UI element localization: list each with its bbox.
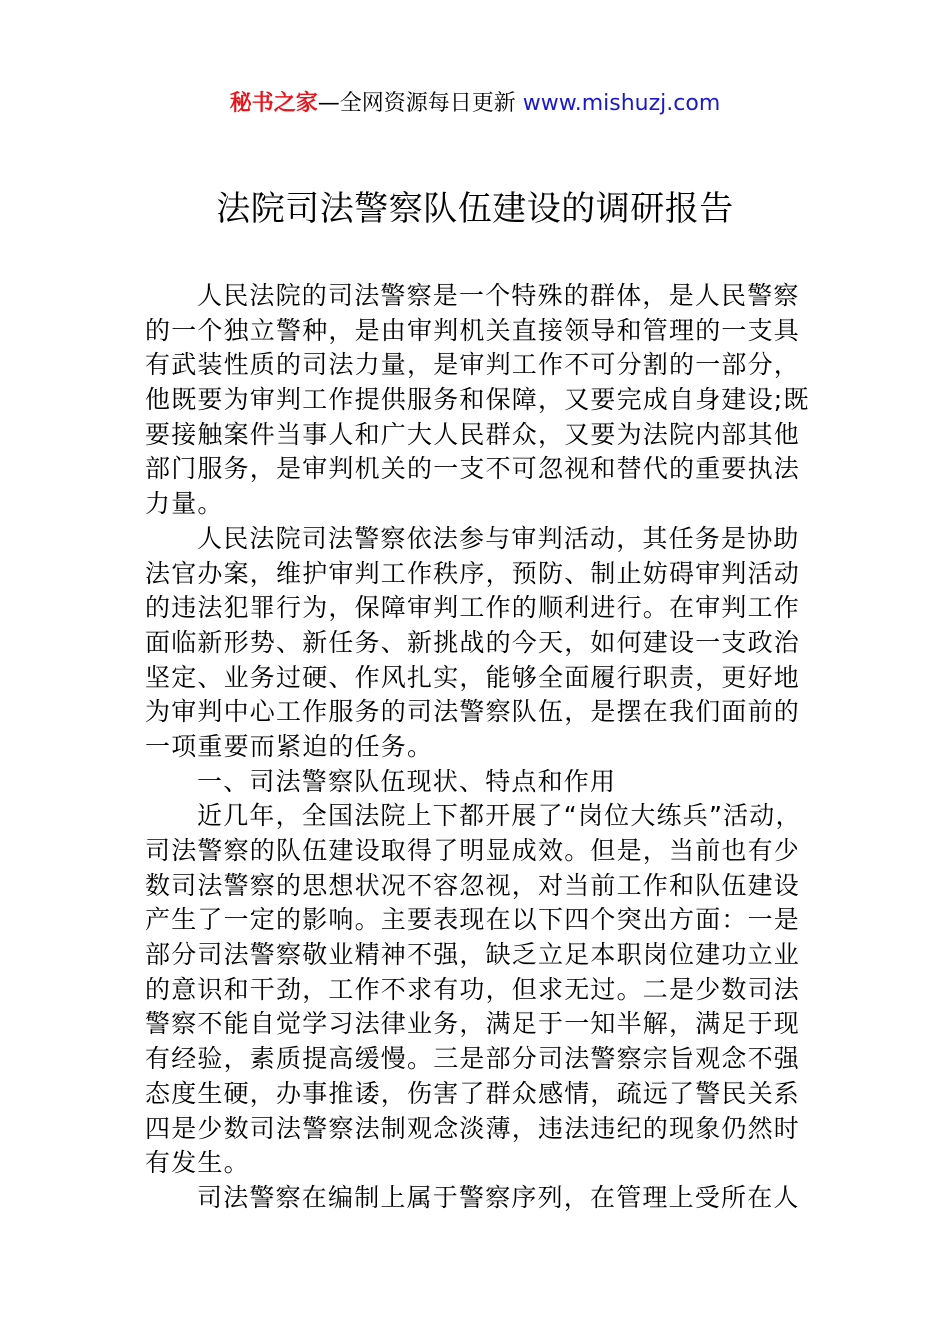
text-line: 四是少数司法警察法制观念淡薄，违法违纪的现象仍然时 <box>145 1113 801 1143</box>
site-url-link[interactable]: www.mishuzj.com <box>522 91 721 116</box>
text-line: 的违法犯罪行为，保障审判工作的顺利进行。在审判工作 <box>145 593 801 623</box>
text-line: 坚定、业务过硬、作风扎实，能够全面履行职责，更好地 <box>145 662 801 692</box>
text-line: 司法警察的队伍建设取得了明显成效。但是，当前也有少 <box>145 836 801 865</box>
text-line: 一项重要而紧迫的任务。 <box>145 731 434 761</box>
text-line: 有发生。 <box>145 1148 250 1178</box>
text-line: 的意识和干劲，工作不求有功，但求无过。二是少数司法 <box>145 974 801 1004</box>
text-line: 部门服务，是审判机关的一支不可忽视和替代的重要执法 <box>145 454 801 484</box>
text-line: 警察不能自觉学习法律业务，满足于一知半解，满足于现 <box>145 1009 801 1039</box>
text-line: 要接触案件当事人和广大人民群众，又要为法院内部其他 <box>145 419 801 449</box>
text-line: 面临新形势、新任务、新挑战的今天，如何建设一支政治 <box>145 627 801 657</box>
text-line: 人民法院司法警察依法参与审判活动，其任务是协助 <box>197 523 800 553</box>
document-title: 法院司法警察队伍建设的调研报告 <box>216 189 734 229</box>
text-line: 一、司法警察队伍现状、特点和作用 <box>197 766 617 796</box>
text-line: 的一个独立警种，是由审判机关直接领导和管理的一支具 <box>145 315 801 345</box>
brand-name: 秘书之家 <box>229 91 318 116</box>
text-line: 他既要为审判工作提供服务和保障，又要完成自身建设;既 <box>145 385 810 415</box>
text-line: 人民法院的司法警察是一个特殊的群体，是人民警察 <box>197 281 800 310</box>
header-slogan: —全网资源每日更新 <box>317 91 523 116</box>
text-line: 司法警察在编制上属于警察序列，在管理上受所在人 <box>197 1182 800 1212</box>
text-line: 法官办案，维护审判工作秩序，预防、制止妨碍审判活动 <box>145 558 801 588</box>
document-body <box>145 279 845 1216</box>
text-line: 为审判中心工作服务的司法警察队伍，是摆在我们面前的 <box>145 697 801 727</box>
site-header <box>0 88 950 120</box>
text-line: 力量。 <box>145 489 224 519</box>
text-line: 部分司法警察敬业精神不强，缺乏立足本职岗位建功立业 <box>145 940 801 970</box>
text-line: 产生了一定的影响。主要表现在以下四个突出方面：一是 <box>145 905 801 935</box>
text-line: 近几年，全国法院上下都开展了“岗位大练兵”活动， <box>197 801 802 831</box>
text-line: 数司法警察的思想状况不容忽视，对当前工作和队伍建设 <box>145 870 801 900</box>
text-line: 态度生硬，办事推诿，伤害了群众感情，疏远了警民关系 <box>145 1078 801 1108</box>
text-line: 有武装性质的司法力量，是审判工作不可分割的一部分， <box>145 350 801 380</box>
text-line: 有经验，素质提高缓慢。三是部分司法警察宗旨观念不强 <box>145 1044 801 1074</box>
